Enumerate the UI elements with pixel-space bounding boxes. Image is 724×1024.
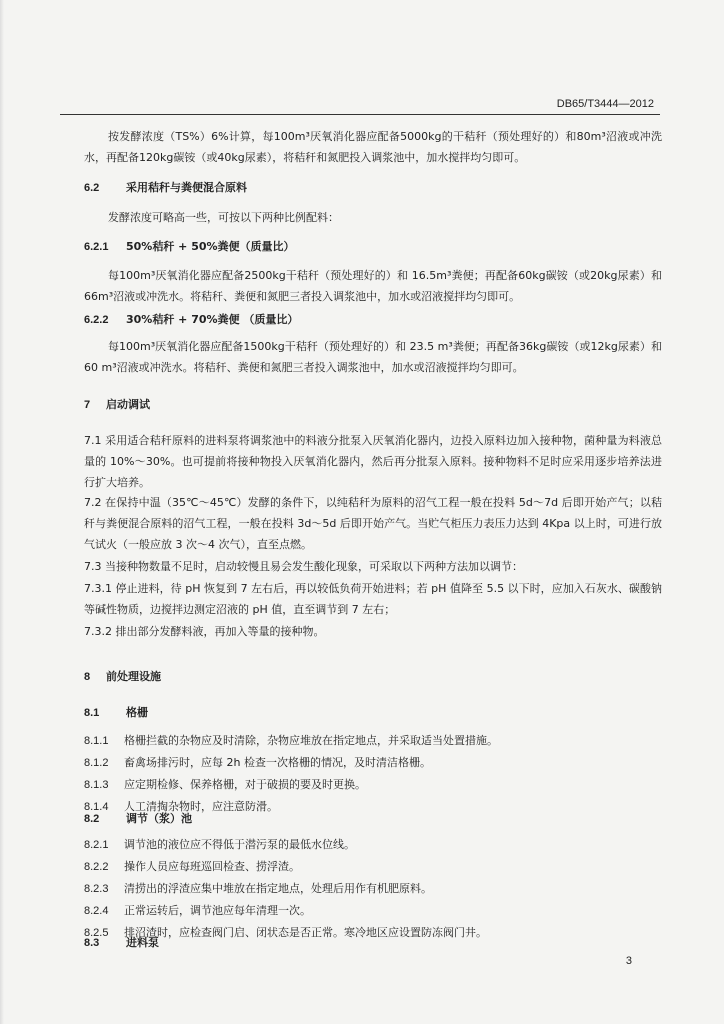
section-number: 8.3	[84, 937, 100, 949]
section-title: 采用秸秆与粪便混合原料	[126, 181, 247, 194]
list-item	[84, 878, 662, 900]
clause-list-8-2	[84, 834, 662, 944]
clause-text: 操作人员应每班巡回检查、捞浮渣。	[124, 860, 300, 873]
section-title: 30%秸秆 + 70%粪便 （质量比）	[126, 313, 299, 326]
section-7-heading	[84, 394, 662, 416]
clause-text: 格栅拦截的杂物应及时清除，杂物应堆放在指定地点，并采取适当处置措施。	[124, 734, 498, 747]
list-item	[84, 730, 662, 752]
clause-number: 8.2.3	[84, 883, 109, 895]
section-title: 前处理设施	[106, 670, 161, 683]
section-number: 8.1	[84, 707, 100, 719]
section-number: 6.2	[84, 182, 100, 194]
scan-edge	[0, 0, 4, 1024]
section-number: 6.2.1	[84, 241, 109, 253]
paragraph-30-70-mix: 每100m³厌氧消化器应配备1500kg干秸秆（预处理好的）和 23.5 m³粪便；再配备36kg碳铵（或12kg尿素）和60 m³沼液或冲洗水。将秸秆、粪便和氮肥三者投入调浆池中，加水或沼液搅拌均匀即可。	[84, 340, 662, 374]
clause-number: 8.2.5	[84, 927, 109, 939]
clause-text: 清捞出的浮渣应集中堆放在指定地点，处理后用作有机肥原料。	[124, 882, 432, 895]
section-title: 格栅	[126, 706, 148, 719]
clause-number: 8.1.1	[84, 735, 109, 747]
paragraph-50-50-mix: 每100m³厌氧消化器应配备2500kg干秸秆（预处理好的）和 16.5m³粪便；再配备60kg碳铵（或20kg尿素）和66m³沼液或冲洗水。将秸秆、粪便和氮肥三者投入调浆池中，加水或沼液搅拌均匀即可。	[84, 269, 662, 303]
clause-text: 正常运转后，调节池应每年清理一次。	[124, 904, 311, 917]
header-divider	[60, 114, 660, 115]
clause-number: 8.2.2	[84, 861, 109, 873]
clause-7-3-1: 7.3.1 停止进料，待 pH 恢复到 7 左右后，再以较低负荷开始进料；若 pH 值降至 5.5 以下时，应加入石灰水、碳酸钠等碱性物质，边搅拌边测定沼液的 pH 值，直至调节到 7 左右；	[84, 582, 662, 616]
clause-text: 人工清掏杂物时，应注意防滑。	[124, 800, 278, 813]
standard-code: DB65/T3444—2012	[556, 98, 654, 110]
section-title: 启动调试	[106, 398, 150, 411]
clause-number: 8.1.3	[84, 779, 109, 791]
section-number: 8.2	[84, 813, 100, 825]
clause-text: 排沼渣时，应检查阀门启、闭状态是否正常。寒冷地区应设置防冻阀门井。	[124, 926, 487, 939]
section-title: 50%秸秆 + 50%粪便（质量比）	[126, 240, 295, 253]
section-8-1-heading	[84, 702, 662, 724]
section-6-2-2-heading	[84, 309, 662, 331]
page-number: 3	[625, 955, 632, 967]
list-item	[84, 834, 662, 856]
clause-number: 8.2.1	[84, 839, 109, 851]
clause-7-3-2: 7.3.2 排出部分发酵料液，再加入等量的接种物。	[84, 625, 325, 638]
clause-list-8-1	[84, 730, 662, 818]
section-8-3-heading	[84, 932, 662, 954]
list-item	[84, 774, 662, 796]
section-number: 6.2.2	[84, 314, 109, 326]
clause-number: 8.1.2	[84, 757, 109, 769]
list-item	[84, 752, 662, 774]
clause-7-1: 7.1 采用适合秸秆原料的进料泵将调浆池中的料液分批泵入厌氧消化器内，边投入原料边加入接种物，菌种量为料液总量的 10%～30%。也可提前将接种物投入厌氧消化器内，然后再分批泵入原料。接种物料不足时应采用逐步培养法进行扩大培养。	[84, 434, 662, 489]
section-title: 调节（浆）池	[126, 812, 192, 825]
section-6-2-heading	[84, 177, 662, 199]
clause-number: 8.2.4	[84, 905, 109, 917]
section-6-2-1-heading	[84, 236, 662, 258]
list-item	[84, 856, 662, 878]
clause-7-2: 7.2 在保持中温（35℃～45℃）发酵的条件下，以纯秸秆为原料的沼气工程一般在投料 5d～7d 后即开始产气；以秸秆与粪便混合原料的沼气工程，一般在投料 3d～5d 后即开始产气。当贮气柜压力表压力达到 4Kpa 以上时，可进行放气试火（一般应放 3 次～4 次气），直至点燃。	[84, 496, 662, 551]
clause-number: 8.1.4	[84, 801, 109, 813]
section-8-heading	[84, 666, 662, 688]
clause-text: 应定期检修、保养格栅，对于破损的要及时更换。	[124, 778, 366, 791]
section-title: 进料泵	[126, 936, 159, 949]
clause-text: 畜禽场排污时，应每 2h 检查一次格栅的情况，及时清洁格栅。	[124, 756, 431, 769]
section-number: 8	[84, 671, 91, 683]
list-item	[84, 900, 662, 922]
section-number: 7	[84, 399, 91, 411]
clause-7-3: 7.3 当接种物数量不足时，启动较慢且易会发生酸化现象，可采取以下两种方法加以调节：	[84, 560, 523, 573]
section-8-2-heading	[84, 808, 662, 830]
paragraph-mix-intro: 发酵浓度可略高一些，可按以下两种比例配料：	[108, 211, 339, 224]
clause-text: 调节池的液位应不得低于潜污泵的最低水位线。	[124, 838, 355, 851]
paragraph-straw-ratio: 按发酵浓度（TS%）6%计算，每100m³厌氧消化器应配备5000kg的干秸秆（预处理好的）和80m³沼液或冲洗水，再配备120kg碳铵（或40kg尿素），将秸秆和氮肥投入调浆池中，加水搅拌均匀即可。	[84, 130, 662, 164]
